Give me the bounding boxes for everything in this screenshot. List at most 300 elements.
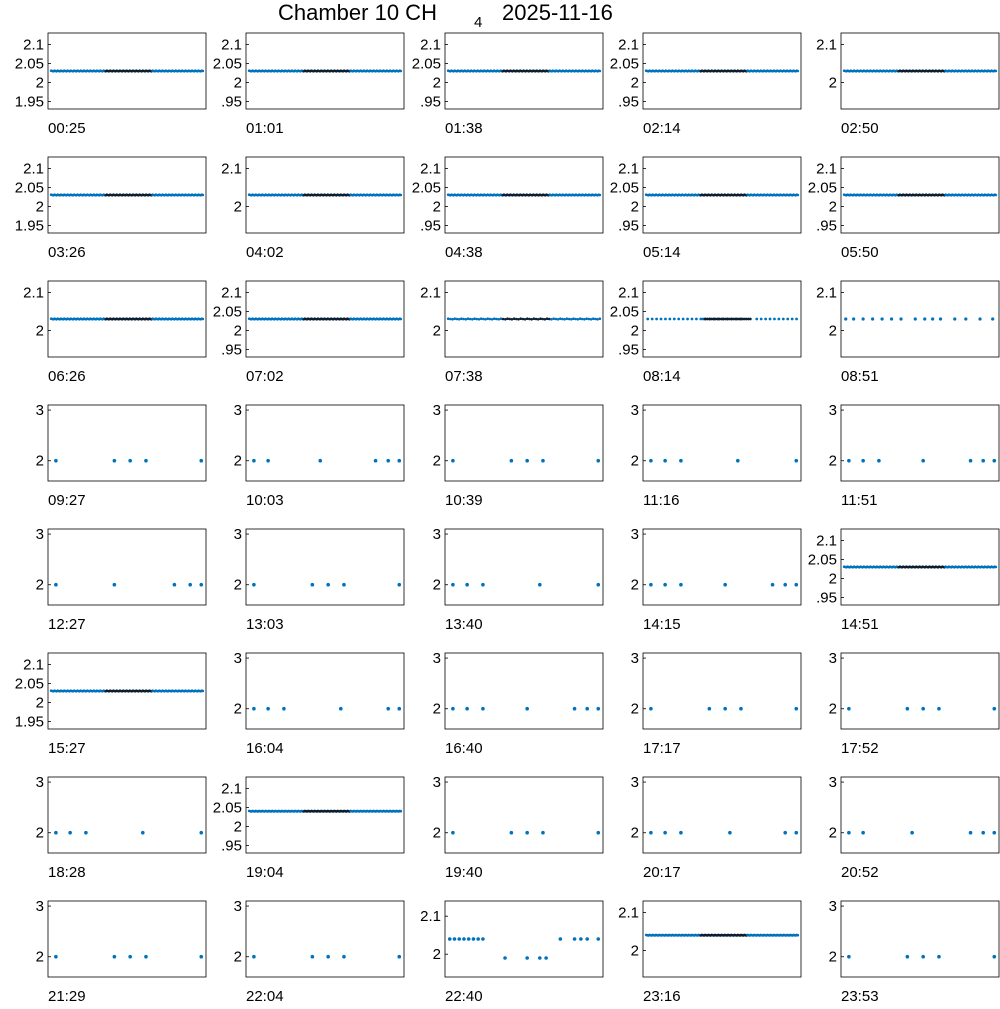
panel-21 (234, 526, 404, 633)
y-tick-label: 2.05 (609, 179, 639, 197)
data-point (481, 937, 485, 941)
y-tick-label: .95 (221, 837, 242, 855)
y-tick-label: .95 (221, 93, 242, 111)
y-tick-label: 3 (233, 526, 242, 544)
axes-box (643, 405, 801, 481)
data-point (739, 707, 743, 711)
y-tick-label: 2 (828, 452, 837, 470)
y-tick-label: 2 (630, 74, 639, 92)
y-tick-label: 3 (630, 774, 639, 792)
data-point (847, 707, 851, 711)
axes-box (841, 405, 999, 481)
axes-box (445, 529, 603, 605)
panel-27 (433, 650, 603, 757)
data-point (590, 318, 593, 321)
data-point (400, 70, 403, 73)
data-point (465, 707, 469, 711)
data-point (663, 583, 667, 587)
data-point (471, 318, 474, 321)
data-point (939, 317, 942, 320)
data-point (777, 318, 780, 321)
y-tick-label: 2.1 (221, 284, 242, 302)
data-point (318, 459, 322, 463)
panel-time-label: 15:27 (48, 740, 86, 757)
data-point (953, 317, 956, 320)
axes-box (48, 901, 206, 977)
data-point (852, 317, 855, 320)
panel-time-label: 08:51 (841, 368, 879, 385)
panel-38 (618, 901, 801, 1005)
data-point (937, 955, 941, 959)
axes-box (48, 529, 206, 605)
y-tick-label: 2 (233, 452, 242, 470)
data-point (462, 937, 466, 941)
data-point (456, 318, 459, 321)
y-tick-label: 3 (630, 650, 639, 668)
data-point (906, 707, 910, 711)
axes-box (445, 405, 603, 481)
data-point (679, 831, 683, 835)
data-point (592, 317, 595, 320)
y-tick-label: 2.05 (609, 55, 639, 73)
data-point (506, 317, 509, 320)
data-point (755, 318, 758, 321)
data-point (54, 831, 58, 835)
data-point (449, 318, 452, 321)
axes-box (246, 777, 404, 853)
y-tick-label: 2.1 (420, 284, 441, 302)
data-point (493, 317, 496, 320)
data-point (202, 690, 205, 693)
data-point (453, 937, 457, 941)
data-point (386, 459, 390, 463)
data-point (764, 318, 767, 321)
data-point (585, 317, 588, 320)
data-point (552, 317, 555, 320)
axes-box (445, 653, 603, 729)
data-point (660, 318, 663, 321)
y-tick-label: 3 (35, 898, 44, 916)
y-tick-label: 2 (233, 322, 242, 340)
data-point (847, 831, 851, 835)
data-point (541, 831, 545, 835)
data-point (397, 955, 401, 959)
y-tick-label: 3 (630, 402, 639, 420)
y-tick-label: 2 (233, 198, 242, 216)
data-point (476, 937, 480, 941)
data-point (447, 317, 450, 320)
y-tick-label: 2 (630, 942, 639, 960)
data-point (144, 459, 148, 463)
data-point (282, 707, 286, 711)
data-point (342, 955, 346, 959)
data-point (458, 318, 461, 321)
y-tick-label: 2.1 (221, 780, 242, 798)
y-tick-label: 2.1 (221, 160, 242, 178)
data-point (797, 194, 800, 197)
panel-24 (808, 529, 999, 633)
data-point (596, 459, 600, 463)
data-point (510, 831, 514, 835)
axes-box (246, 405, 404, 481)
y-tick-label: 2 (630, 700, 639, 718)
data-point (862, 317, 865, 320)
y-tick-label: 2 (35, 452, 44, 470)
y-tick-label: 3 (630, 526, 639, 544)
data-point (649, 459, 653, 463)
data-point (579, 317, 582, 320)
y-tick-label: 2 (630, 452, 639, 470)
data-point (397, 459, 401, 463)
data-point (573, 707, 577, 711)
data-point (794, 583, 798, 587)
axes-box (841, 901, 999, 977)
panel-16 (234, 402, 404, 509)
y-tick-label: 2.05 (14, 55, 44, 73)
data-point (981, 831, 985, 835)
data-point (188, 583, 192, 587)
data-point (510, 459, 514, 463)
panel-time-label: 07:38 (445, 368, 483, 385)
data-point (202, 318, 205, 321)
data-point (937, 707, 941, 711)
data-point (54, 583, 58, 587)
data-point (677, 318, 680, 321)
panel-time-label: 23:16 (643, 988, 681, 1005)
data-point (769, 318, 772, 321)
y-tick-label: .95 (420, 217, 441, 235)
data-point (649, 583, 653, 587)
y-tick-label: 2.1 (420, 36, 441, 54)
data-point (566, 317, 569, 320)
panel-time-label: 04:02 (246, 244, 284, 261)
data-point (570, 318, 573, 321)
y-tick-label: 2.1 (221, 36, 242, 54)
axes-box (643, 529, 801, 605)
panel-20 (36, 526, 206, 633)
data-point (128, 955, 132, 959)
y-tick-label: 2 (630, 322, 639, 340)
data-point (783, 831, 787, 835)
data-point (515, 318, 518, 321)
y-tick-label: 2 (432, 700, 441, 718)
data-point (599, 70, 602, 73)
data-point (921, 459, 925, 463)
data-point (844, 317, 847, 320)
panel-32 (433, 774, 603, 881)
data-point (266, 707, 270, 711)
data-point (585, 937, 589, 941)
y-tick-label: 2.05 (411, 55, 441, 73)
data-point (451, 459, 455, 463)
data-point (910, 831, 914, 835)
y-tick-label: 2 (233, 576, 242, 594)
panel-time-label: 02:14 (643, 120, 681, 137)
data-point (573, 937, 577, 941)
data-point (594, 318, 597, 321)
y-tick-label: 2 (35, 322, 44, 340)
data-point (544, 318, 547, 321)
data-point (797, 70, 800, 73)
y-tick-label: 2.1 (23, 656, 44, 674)
data-point (451, 583, 455, 587)
panel-time-label: 17:17 (643, 740, 681, 757)
y-tick-label: 2.05 (807, 179, 837, 197)
data-point (511, 318, 514, 321)
axes-box (246, 529, 404, 605)
panel-5 (15, 157, 206, 261)
data-point (563, 318, 566, 321)
panel-4 (816, 33, 999, 137)
panel-33 (631, 774, 801, 881)
data-point (695, 318, 698, 321)
data-point (252, 583, 256, 587)
panel-time-label: 22:40 (445, 988, 483, 1005)
y-tick-label: 2.1 (420, 160, 441, 178)
panel-1 (213, 33, 404, 137)
data-point (795, 318, 798, 321)
y-tick-label: 2 (828, 74, 837, 92)
data-point (931, 317, 934, 320)
data-point (871, 317, 874, 320)
data-point (525, 956, 529, 960)
data-point (581, 318, 584, 321)
data-point (682, 318, 685, 321)
y-tick-label: 2 (35, 824, 44, 842)
data-point (992, 459, 996, 463)
data-point (467, 937, 471, 941)
data-point (517, 318, 520, 321)
data-point (311, 955, 315, 959)
panel-time-label: 17:52 (841, 740, 879, 757)
panel-time-label: 08:14 (643, 368, 681, 385)
axes-box (246, 653, 404, 729)
data-point (679, 459, 683, 463)
data-point (526, 317, 529, 320)
data-point (771, 583, 775, 587)
data-point (794, 831, 798, 835)
data-point (686, 318, 689, 321)
y-tick-label: 2.1 (816, 160, 837, 178)
panel-time-label: 14:15 (643, 616, 681, 633)
data-point (386, 707, 390, 711)
data-point (472, 937, 476, 941)
data-point (173, 583, 177, 587)
y-tick-label: 2.1 (23, 36, 44, 54)
data-point (991, 317, 994, 320)
data-point (342, 583, 346, 587)
y-tick-label: 2 (35, 198, 44, 216)
panel-time-label: 13:03 (246, 616, 284, 633)
data-point (480, 317, 483, 320)
y-tick-label: .95 (221, 341, 242, 359)
data-point (497, 318, 500, 321)
data-point (486, 317, 489, 320)
data-point (54, 955, 58, 959)
y-tick-label: 3 (828, 898, 837, 916)
data-point (544, 956, 548, 960)
data-point (326, 583, 330, 587)
axes-box (643, 901, 801, 977)
data-point (525, 459, 529, 463)
data-point (557, 318, 560, 321)
panel-time-label: 03:26 (48, 244, 86, 261)
panel-time-label: 22:04 (246, 988, 284, 1005)
data-point (786, 318, 789, 321)
panel-time-label: 09:27 (48, 492, 86, 509)
y-tick-label: .95 (420, 93, 441, 111)
data-point (141, 831, 145, 835)
data-point (728, 831, 732, 835)
data-point (646, 318, 649, 321)
y-tick-label: 2 (233, 74, 242, 92)
data-point (533, 317, 536, 320)
data-point (969, 459, 973, 463)
data-point (992, 707, 996, 711)
panel-30 (36, 774, 206, 881)
data-point (451, 318, 454, 321)
data-point (861, 831, 865, 835)
data-point (794, 459, 798, 463)
data-point (668, 318, 671, 321)
axes-box (445, 777, 603, 853)
data-point (981, 459, 985, 463)
data-point (519, 317, 522, 320)
panel-14 (816, 281, 999, 385)
panel-time-label: 01:01 (246, 120, 284, 137)
data-point (252, 459, 256, 463)
axes-box (48, 405, 206, 481)
y-tick-label: 2.1 (816, 532, 837, 550)
y-tick-label: 3 (233, 898, 242, 916)
data-point (691, 318, 694, 321)
y-tick-label: 2 (432, 452, 441, 470)
y-tick-label: 2 (432, 74, 441, 92)
y-tick-label: 2.05 (212, 799, 242, 817)
panel-10 (23, 281, 206, 385)
panel-time-label: 02:50 (841, 120, 879, 137)
data-point (502, 318, 505, 321)
panel-time-label: 00:25 (48, 120, 86, 137)
y-tick-label: .95 (618, 93, 639, 111)
y-tick-label: 2 (432, 198, 441, 216)
panel-time-label: 19:04 (246, 864, 284, 881)
data-point (528, 318, 531, 321)
panel-22 (433, 526, 603, 633)
panel-time-label: 05:14 (643, 244, 681, 261)
y-tick-label: 2.1 (618, 36, 639, 54)
data-point (899, 317, 902, 320)
data-point (199, 955, 203, 959)
y-tick-label: 2 (630, 824, 639, 842)
panel-time-label: 04:38 (445, 244, 483, 261)
data-point (537, 318, 540, 321)
panel-time-label: 13:40 (445, 616, 483, 633)
data-point (596, 318, 599, 321)
data-point (113, 459, 117, 463)
y-tick-label: 2 (630, 576, 639, 594)
data-point (561, 318, 564, 321)
data-point (708, 707, 712, 711)
y-tick-label: 2 (828, 570, 837, 588)
data-point (482, 318, 485, 321)
data-point (448, 937, 452, 941)
data-point (202, 70, 205, 73)
y-tick-label: 3 (35, 526, 44, 544)
data-point (596, 937, 600, 941)
axes-box (48, 777, 206, 853)
data-point (749, 318, 752, 321)
axes-box (841, 653, 999, 729)
panel-3 (610, 33, 801, 137)
data-point (68, 831, 72, 835)
y-tick-label: 1.95 (14, 93, 44, 111)
panel-6 (221, 157, 404, 261)
y-tick-label: 2.1 (816, 36, 837, 54)
data-point (880, 317, 883, 320)
data-point (473, 317, 476, 320)
panel-time-label: 18:28 (48, 864, 86, 881)
panel-time-label: 20:52 (841, 864, 879, 881)
y-tick-label: 3 (233, 650, 242, 668)
panel-time-label: 20:17 (643, 864, 681, 881)
panel-34 (829, 774, 999, 881)
y-tick-label: 2 (233, 948, 242, 966)
data-point (451, 831, 455, 835)
data-point (113, 955, 117, 959)
data-point (596, 831, 600, 835)
panel-time-label: 11:51 (841, 492, 878, 509)
data-point (266, 459, 270, 463)
data-point (491, 318, 494, 321)
y-tick-label: .95 (618, 341, 639, 359)
data-point (794, 707, 798, 711)
y-tick-label: 3 (432, 526, 441, 544)
data-point (736, 459, 740, 463)
data-point (588, 318, 591, 321)
data-point (339, 707, 343, 711)
data-point (546, 317, 549, 320)
data-point (252, 955, 256, 959)
y-tick-label: 2 (432, 576, 441, 594)
data-point (462, 318, 465, 321)
panel-29 (829, 650, 999, 757)
y-tick-label: .95 (618, 217, 639, 235)
panel-37 (420, 901, 603, 1005)
y-tick-label: 2 (233, 700, 242, 718)
y-tick-label: 3 (432, 774, 441, 792)
data-point (599, 194, 602, 197)
y-tick-label: 3 (432, 402, 441, 420)
data-point (572, 317, 575, 320)
data-point (202, 194, 205, 197)
data-point (460, 317, 463, 320)
data-point (906, 955, 910, 959)
data-point (914, 317, 917, 320)
axes-box (643, 777, 801, 853)
data-point (679, 583, 683, 587)
panel-13 (610, 281, 801, 385)
data-point (550, 318, 553, 321)
data-point (969, 831, 973, 835)
data-point (559, 317, 562, 320)
data-point (400, 194, 403, 197)
data-point (252, 707, 256, 711)
data-point (921, 955, 925, 959)
data-point (995, 194, 998, 197)
data-point (596, 583, 600, 587)
data-point (522, 318, 525, 321)
